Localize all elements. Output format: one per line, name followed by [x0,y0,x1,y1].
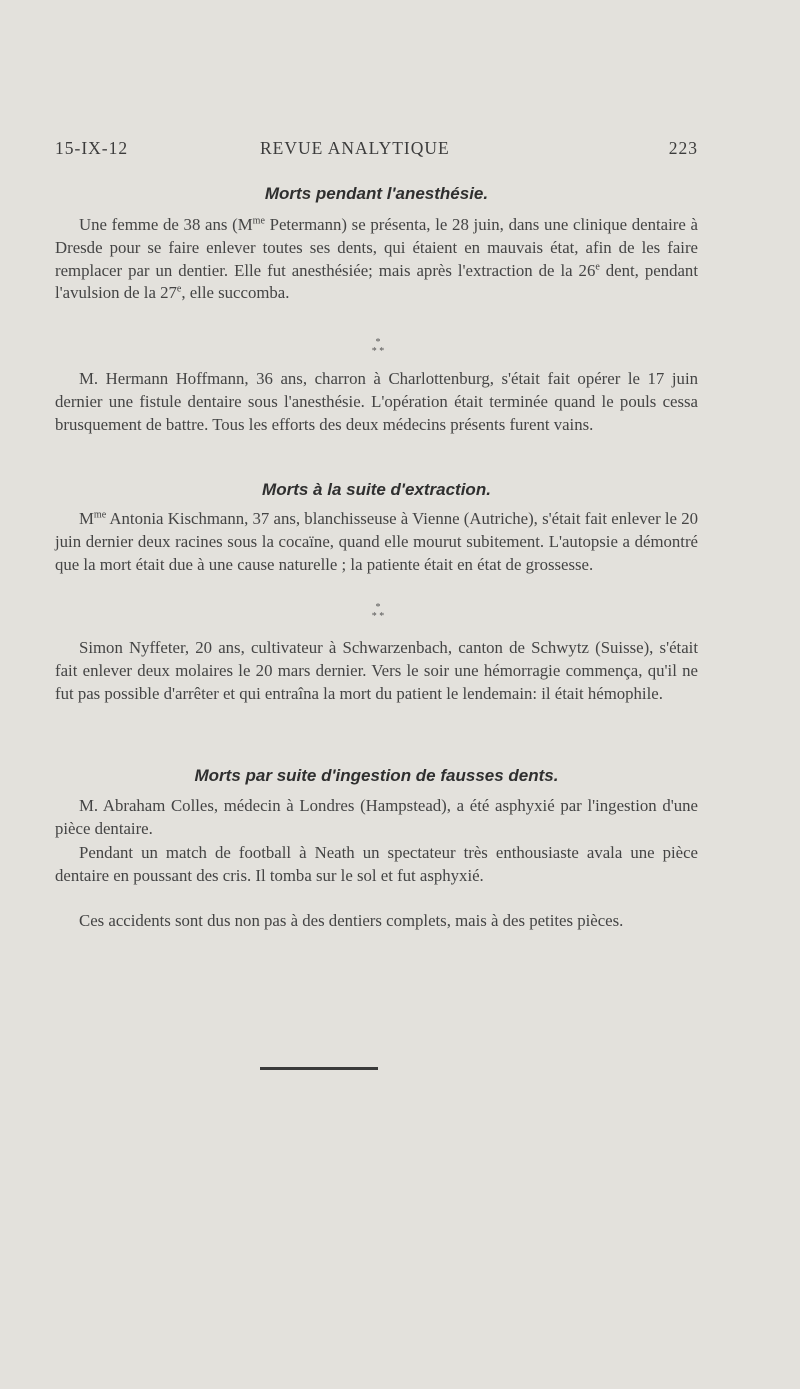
paragraph-neath: Pendant un match de football à Neath un spectateur très enthousiaste avala une pièce dentaire en poussant des cris. Il tomba sur le sol et fut asphyxié. [55,843,698,885]
paragraph-kischmann: $M^{me}$ Antonia Kischmann, 37 ans, blanchisseuse à Vienne (Autriche), s'était fait enlever le 20 juin dernier deux racines sous la cocaïne, quand elle mourut subitement. L'autopsie a démontré que la mort était due à une cause naturelle ; la patiente était en état de grossesse. [55,509,698,574]
section-heading-anesthesia: Morts pendant l'anesthésie. [264,184,489,203]
paragraph-petermann: Une femme de 38 ans ($M^{me}$ Petermann) se présenta, le 28 juin, dans une clinique dentaire à Dresde pour se faire enlever toutes ses dents, qui étaient en mauvais état, afin de les faire remplacer par un dentier. Elle fut anesthésiée; mais après l'extraction de la 26e dent, pendant l'avulsion de la 27e, elle succomba. [55,215,698,303]
page-number: 223 [668,138,698,158]
header-date: 15-IX-12 [55,138,129,158]
header-journal-title: REVUE ANALYTIQUE [260,138,450,158]
end-rule [260,1067,378,1070]
paragraph-conclusion: Ces accidents sont dus non pas à des dentiers complets, mais à des petites pièces. [79,911,624,930]
section-heading-ingestion: Morts par suite d'ingestion de fausses dents. [194,766,559,785]
paragraph-hoffmann: M. Hermann Hoffmann, 36 ans, charron à Charlottenburg, s'était fait opérer le 17 juin dernier une fistule dentaire sous l'anesthésie. L'opération était terminée quand le pouls cessa brusquement de battre. Tous les efforts des deux médecins présents furent vains. [55,369,698,434]
asterism-separator: * * * [371,602,385,622]
asterism-separator: * * * [371,337,385,357]
paragraph-nyffeter: Simon Nyffeter, 20 ans, cultivateur à Schwarzenbach, canton de Schwytz (Suisse), s'était fait enlever deux molaires le 20 mars dernier. Vers le soir une hémorragie commença, qu'il ne fut pas possible d'arrêter et qui entraîna la mort du patient le lendemain: il était hémophile. [55,638,698,703]
section-heading-extraction: Morts à la suite d'extraction. [262,480,491,499]
paragraph-colles: M. Abraham Colles, médecin à Londres (Hampstead), a été asphyxié par l'ingestion d'une pièce dentaire. [55,796,698,838]
running-header [55,138,698,162]
